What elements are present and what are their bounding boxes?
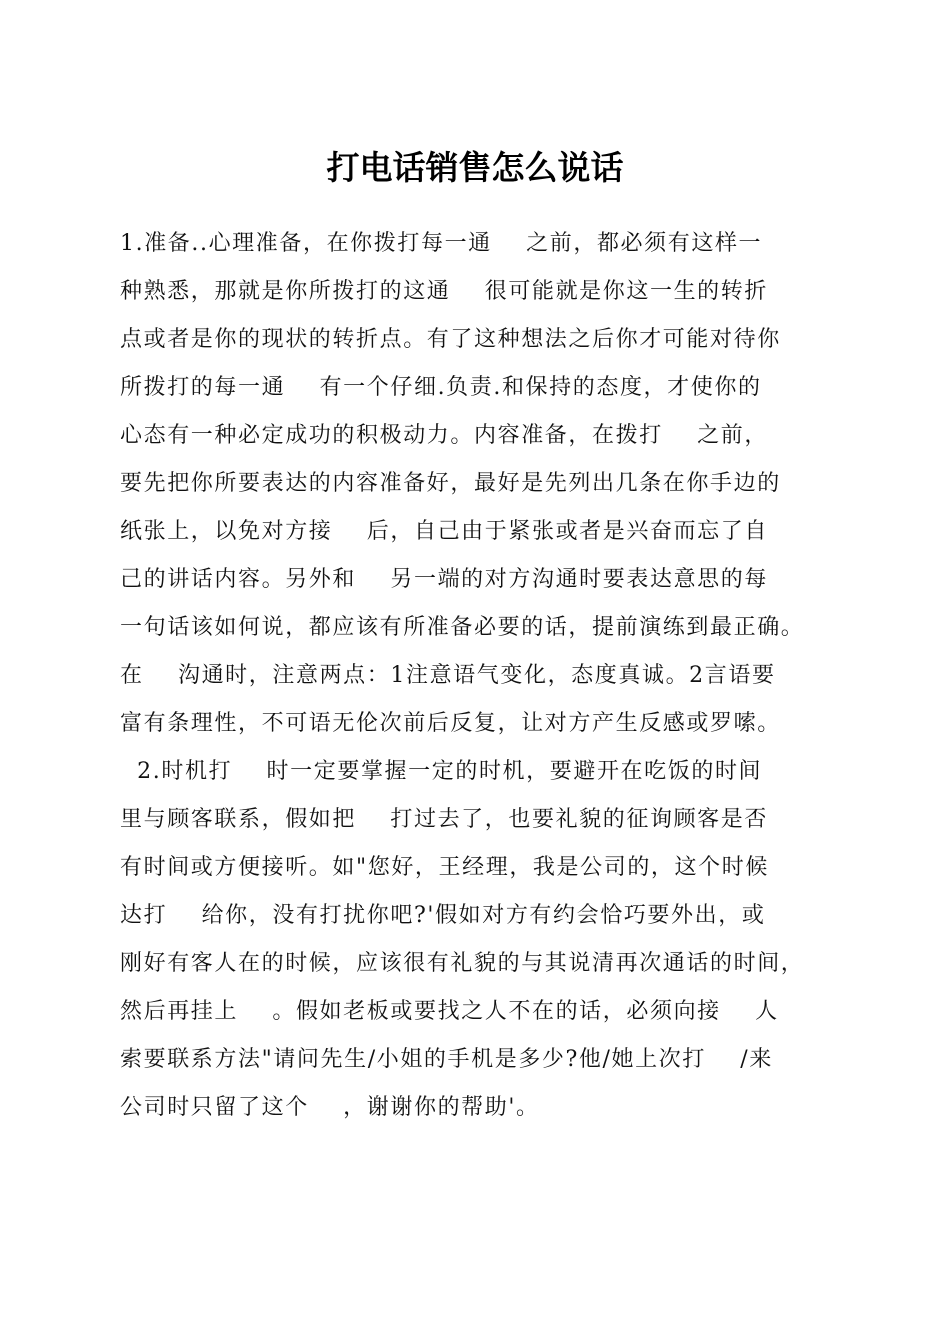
text-line: 种熟悉，那就是你所拨打的这通 很可能就是你这一生的转折 <box>120 279 768 304</box>
text-line: 要先把你所要表达的内容准备好，最好是先列出几条在你手边的 <box>120 471 781 496</box>
text-line: 2.时机打 时一定要掌握一定的时机，要避开在吃饭的时间 <box>120 759 763 784</box>
text-line: 点或者是你的现状的转折点。有了这种想法之后你才可能对待你 <box>120 327 781 352</box>
text-line: 所拨打的每一通 有一个仔细.负责.和保持的态度，才使你的 <box>120 375 762 400</box>
text-line: 心态有一种必定成功的积极动力。内容准备，在拨打 之前， <box>120 423 768 448</box>
text-line: 有时间或方便接听。如"您好，王经理，我是公司的，这个时候 <box>120 855 769 880</box>
text-line: 里与顾客联系，假如把 打过去了，也要礼貌的征询顾客是否 <box>120 807 768 832</box>
text-line: 纸张上，以免对方接 后，自己由于紧张或者是兴奋而忘了自 <box>120 519 768 544</box>
page-title: 打电话销售怎么说话 <box>326 148 624 187</box>
text-line: 达打 给你，没有打扰你吧?'假如对方有约会恰巧要外出，或 <box>120 903 766 928</box>
text-line: 索要联系方法"请问先生/小姐的手机是多少?他/她上次打 /来 <box>120 1047 773 1072</box>
text-line: 然后再挂上 。假如老板或要找之人不在的话，必须向接 人 <box>120 999 779 1024</box>
text-line: 公司时只留了这个 ，谢谢你的帮助'。 <box>120 1095 540 1120</box>
text-line: 在 沟通时，注意两点：1注意语气变化，态度真诚。2言语要 <box>120 663 776 688</box>
body-text <box>120 220 880 1132</box>
text-line: 富有条理性，不可语无伦次前后反复，让对方产生反感或罗嗦。 <box>120 711 781 736</box>
text-line: 1.准备..心理准备，在你拨打每一通 之前，都必须有这样一 <box>120 231 763 256</box>
text-line: 一句话该如何说，都应该有所准备必要的话，提前演练到最正确。 <box>120 615 805 640</box>
text-line: 己的讲话内容。另外和 另一端的对方沟通时要表达意思的每 <box>120 567 768 592</box>
text-line: 刚好有客人在的时候，应该很有礼貌的与其说清再次通话的时间， <box>120 951 805 976</box>
